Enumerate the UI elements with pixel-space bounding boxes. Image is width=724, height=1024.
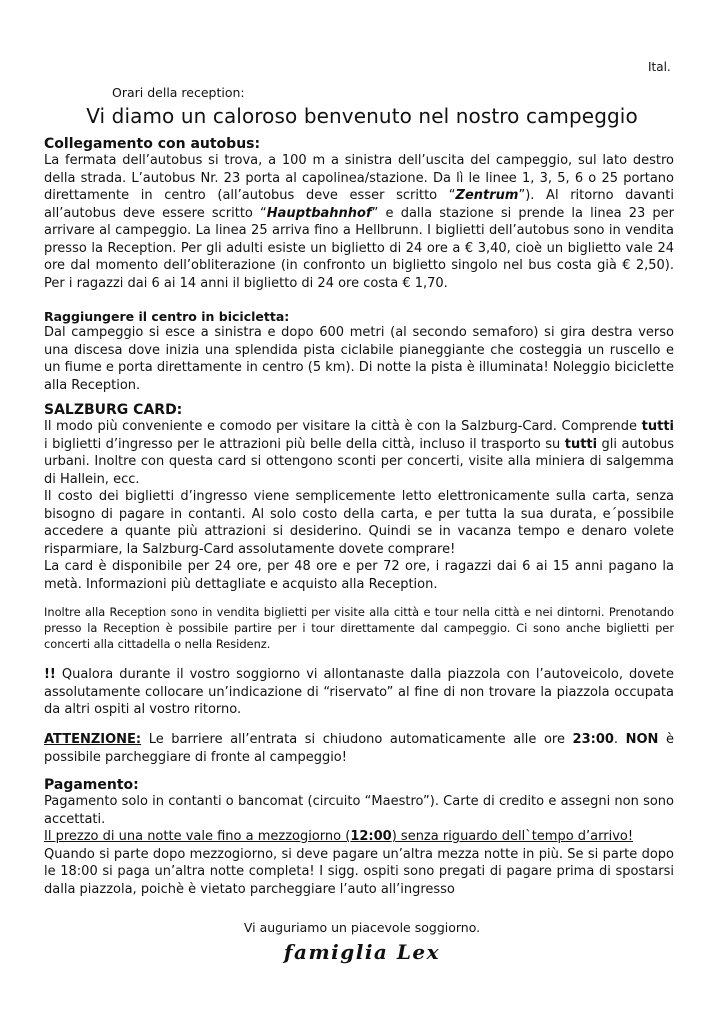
attention-text-part: Le barriere all’entrata si chiudono automaticamente alle ore xyxy=(141,732,573,747)
attention-label: ATTENZIONE: xyxy=(44,732,142,747)
closing-time: 23:00 xyxy=(572,732,614,747)
notice-text-part: Qualora durante il vostro soggiorno vi allontanaste dalla piazzola con l’autoveicolo, dovete assolutamente collocare un’indicazione di “riservato” al fine di non trovare la piazzola occupata da altri ospiti al vostro ritorno. xyxy=(44,667,674,717)
bus-text-part: ” e dalla stazione si prende la linea 23 per arrivare al campeggio. La linea 25 arriva fino a Hellbrunn. I biglietti dell’autobus sono in vendita presso la Reception. Per gli adulti esiste un biglietto di 24 ore a € 3,40, cioè un biglietto vale 24 ore dal momento dell’obliterazione (in confronto un biglietto singolo nel bus costa già € 2,50). Per i ragazzi dai 6 ai 14 anni il biglietto di 24 ore costa € 1,70. xyxy=(44,205,674,291)
payment-heading: Pagamento: xyxy=(44,777,139,793)
card-bold-tutti: tutti xyxy=(641,419,674,434)
card-text-2: Il costo dei biglietti d’ingresso viene semplicemente letto elettronicamente sulla carta, senza bisogno di pagare in contanti. Al solo costo della carta, e per tutta la sua durata, e´possibile accedere a quante più attrazioni si desiderino. Quindi se in vacanza tempo e denaro volete risparmiare, la Salzburg-Card assolutamente dovete comprare! xyxy=(44,489,674,557)
bike-heading: Raggiungere il centro in bicicletta: xyxy=(44,309,290,324)
payment-rule-part: Il prezzo di una notte vale fino a mezzogiorno ( xyxy=(44,829,351,844)
notice-section xyxy=(44,666,674,719)
payment-rule-part: ) senza riguardo dell`tempo d’arrivo! xyxy=(391,829,634,844)
card-text-part: Il modo più conveniente e comodo per visitare la città è con la Salzburg-Card. Comprende xyxy=(44,419,642,434)
attention-text xyxy=(44,731,674,766)
bus-text-part: ”). Al ritorno davanti all’autobus deve essere scritto “ xyxy=(44,188,675,221)
attention-text-part: è possibile parcheggiare di fronte al campeggio! xyxy=(44,732,674,765)
card-text-1 xyxy=(44,418,674,488)
payment-text-2: Quando si parte dopo mezzogiorno, si deve pagare un’altra mezza notte in più. Se si parte dopo le 18:00 si paga un’altra notte completa! I sigg. ospiti sono pregati di pagare prima di spostarsi dalla piazzola, poichè è vietato parcheggiare l’auto all’ingresso xyxy=(44,846,674,897)
signature: famiglia Lex xyxy=(283,940,441,964)
notice-text xyxy=(44,666,674,719)
closing-wish: Vi auguriamo un piacevole soggiorno. xyxy=(243,920,481,935)
reception-hours-label: Orari della reception: xyxy=(112,85,245,100)
card-text-part: gli autobus urbani. Inoltre con questa card si ottengono sconti per concerti, visite alla miniera di salgemma di Hallein, ecc. xyxy=(44,436,674,487)
bus-heading: Collegamento con autobus: xyxy=(44,136,261,152)
bus-section xyxy=(44,136,674,292)
card-text-part: i biglietti d’ingresso per le attrazioni più belle della città, incluso il trasporto su xyxy=(44,436,565,452)
attention-non: NON xyxy=(625,732,659,747)
zentrum-label: Zentrum xyxy=(455,188,519,203)
bike-section xyxy=(44,309,674,394)
payment-checkout-rule xyxy=(44,828,674,846)
tours-section xyxy=(44,604,674,652)
card-heading: SALZBURG CARD: xyxy=(44,402,183,418)
tours-text: Inoltre alla Reception sono in vendita biglietti per visite alla città e tour nella città e nei dintorni. Prenotando presso la Reception è possibile partire per i tour direttamente dal campeggio. Ci sono anche biglietti per concerti alla cittadella o nella Residenz. xyxy=(44,605,674,651)
attention-section xyxy=(44,731,674,766)
card-text-3: La card è disponibile per 24 ore, per 48 ore e per 72 ore, i ragazzi dai 6 ai 15 anni pagano la metà. Informazioni più dettagliate e acquisto alla Reception. xyxy=(44,559,674,592)
bike-text: Dal campeggio si esce a sinistra e dopo 600 metri (al secondo semaforo) si gira destra verso una discesa dove inizia una splendida pista ciclabile pianeggiante che costeggia un ruscello e un fiume e porta direttamente in centro (5 km). Di notte la pista è illuminata! Noleggio biciclette alla Reception. xyxy=(44,325,674,393)
attention-text-part: . xyxy=(613,732,626,747)
bus-text-part: La fermata dell’autobus si trova, a 100 m a sinistra dell’uscita del campeggio, sul lato destro della strada. L’autobus Nr. 23 porta al capolinea/stazione. Da lì le linee 1, 3, 5, 6 o 25 portano direttamente in centro (all’autobus deve esser scritto “ xyxy=(44,153,674,203)
payment-text-1: Pagamento solo in contanti o bancomat (circuito “Maestro”). Carte di credito e assegni non sono accettati. xyxy=(44,794,674,827)
hauptbahnhof-label: Hauptbahnhof xyxy=(266,205,372,221)
bus-text xyxy=(44,152,674,292)
language-label: Ital. xyxy=(648,60,671,74)
page-title: Vi diamo un caloroso benvenuto nel nostro campeggio xyxy=(86,104,638,128)
notice-bang: !! xyxy=(44,667,56,682)
payment-section xyxy=(44,777,674,898)
salzburg-card-section xyxy=(44,402,674,593)
card-bold-tutti: tutti xyxy=(564,436,598,452)
checkout-time: 12:00 xyxy=(350,829,392,844)
